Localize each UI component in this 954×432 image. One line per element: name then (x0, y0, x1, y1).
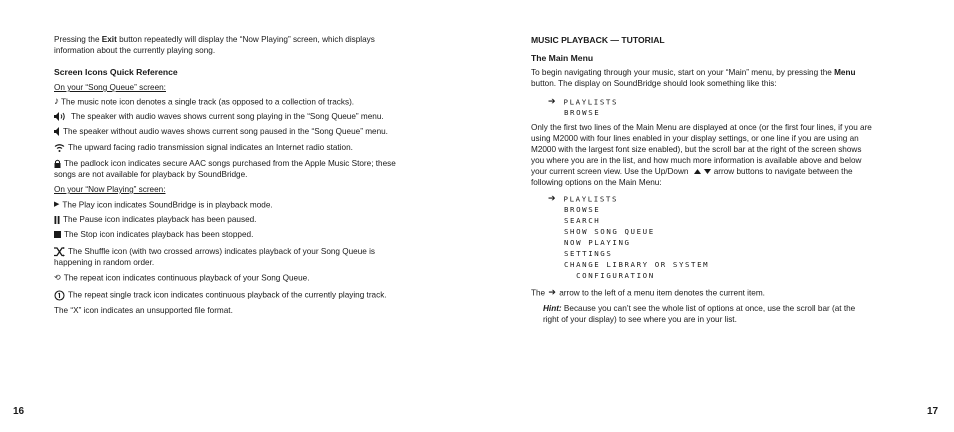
section-title: MUSIC PLAYBACK — TUTORIAL (531, 35, 665, 45)
display2-item-5: NOW PLAYING (564, 238, 631, 247)
music-note-row: ♪ The music note icon denotes a single track (as opposed to a collection of tracks). (54, 96, 355, 107)
subheading: The Main Menu (531, 53, 594, 63)
speaker-row: The speaker without audio waves shows current song paused in the “Song Queue” menu. (54, 127, 388, 138)
para2-line4: you where you are in the list, and how much more information is available above and below (531, 156, 862, 165)
speaker-waves-row: The speaker with audio waves shows current song playing in the “Song Queue” menu. (54, 112, 384, 123)
arrow-right-icon: ➔ (548, 288, 556, 298)
display1-item-1: ➔ PLAYLISTS (548, 97, 618, 107)
play-icon: ▶ (54, 201, 60, 208)
page-number-left: 16 (13, 406, 25, 417)
x-icon-row: The “X” icon indicates an unsupported file format. (54, 306, 233, 315)
arrow-right-icon: ➔ (548, 194, 556, 204)
up-arrow-icon (694, 169, 701, 174)
para2-line6: following options on the Main Menu: (531, 178, 662, 187)
display2-item-4: SHOW SONG QUEUE (564, 227, 655, 236)
speaker-icon (54, 127, 60, 136)
padlock-row-cont: songs are not available for playback by SoundBridge. (54, 170, 248, 179)
hint-line-2: right of your display) to see where you are in your list. (543, 315, 737, 324)
shuffle-row: The Shuffle icon (with two crossed arrows) indicates playback of your Song Queue is (54, 247, 375, 258)
repeat-single-icon (54, 290, 65, 301)
exit-button-ref: Exit (101, 35, 117, 44)
para2-line1: Only the first two lines of the Main Menu are displayed at once (or the first four lines, if you are (531, 123, 872, 132)
stop-row: The Stop icon indicates playback has been stopped. (54, 230, 253, 241)
repeat-single-row: The repeat single track icon indicates continuous playback of the currently playing track. (54, 290, 387, 301)
display2-item-2: BROWSE (564, 205, 601, 214)
hint-label: Hint: (543, 304, 562, 313)
intro-line-2: information about the currently playing song. (54, 46, 216, 55)
display2-item-7: CHANGE LIBRARY OR SYSTEM (564, 260, 710, 269)
para2-line5: your current screen view. Use the Up/Down arrow buttons to navigate between the (531, 167, 853, 176)
play-row: ▶ The Play icon indicates SoundBridge is in playback mode. (54, 200, 273, 210)
pause-row: The Pause icon indicates playback has been paused. (54, 215, 256, 226)
radio-signal-row: The upward facing radio transmission signal indicates an Internet radio station. (54, 143, 353, 154)
display2-item-8: CONFIGURATION (564, 271, 655, 280)
arrow-note: The ➔ arrow to the left of a menu item denotes the current item. (531, 288, 765, 298)
padlock-row: The padlock icon indicates secure AAC songs purchased from the Apple Music Store; these (54, 159, 396, 170)
pause-icon (54, 216, 60, 224)
para1-line1: To begin navigating through your music, start on your “Main” menu, by pressing the Menu (531, 68, 856, 77)
music-note-icon: ♪ (54, 96, 59, 107)
shuffle-icon (54, 247, 65, 257)
arrow-right-icon: ➔ (548, 97, 556, 107)
para2-line3: M2000 with the largest font size enabled), but the scroll bar at the right of the screen shows (531, 145, 862, 154)
song-queue-label: On your “Song Queue” screen: (54, 83, 166, 92)
repeat-row: ⟲ The repeat icon indicates continuous playback of your Song Queue. (54, 273, 310, 283)
repeat-icon: ⟲ (54, 273, 61, 282)
display2-item-6: SETTINGS (564, 249, 613, 258)
display2-item-3: SEARCH (564, 216, 601, 225)
para1-line2: button. The display on SoundBridge should look something like this: (531, 79, 777, 88)
radio-signal-icon (54, 143, 65, 152)
hint-line-1: Hint: Because you can’t see the whole list of options at once, use the scroll bar (at the (543, 304, 856, 313)
page-number-right: 17 (927, 406, 939, 417)
shuffle-row-cont: happening in random order. (54, 258, 155, 267)
padlock-icon (54, 159, 61, 168)
speaker-waves-icon (54, 112, 68, 121)
intro-line-1: Pressing the Exit button repeatedly will display the “Now Playing” screen, which displays (54, 35, 375, 44)
section-heading: Screen Icons Quick Reference (54, 67, 178, 77)
display2-item-1: ➔ PLAYLISTS (548, 194, 618, 204)
para2-line2: using M2000 with four lines enabled in your display settings, or one line if you are using an (531, 134, 859, 143)
stop-icon (54, 231, 61, 238)
menu-button-ref: Menu (834, 68, 856, 77)
display1-item-2: BROWSE (564, 108, 601, 117)
now-playing-label: On your “Now Playing” screen: (54, 185, 166, 194)
down-arrow-icon (704, 169, 711, 174)
